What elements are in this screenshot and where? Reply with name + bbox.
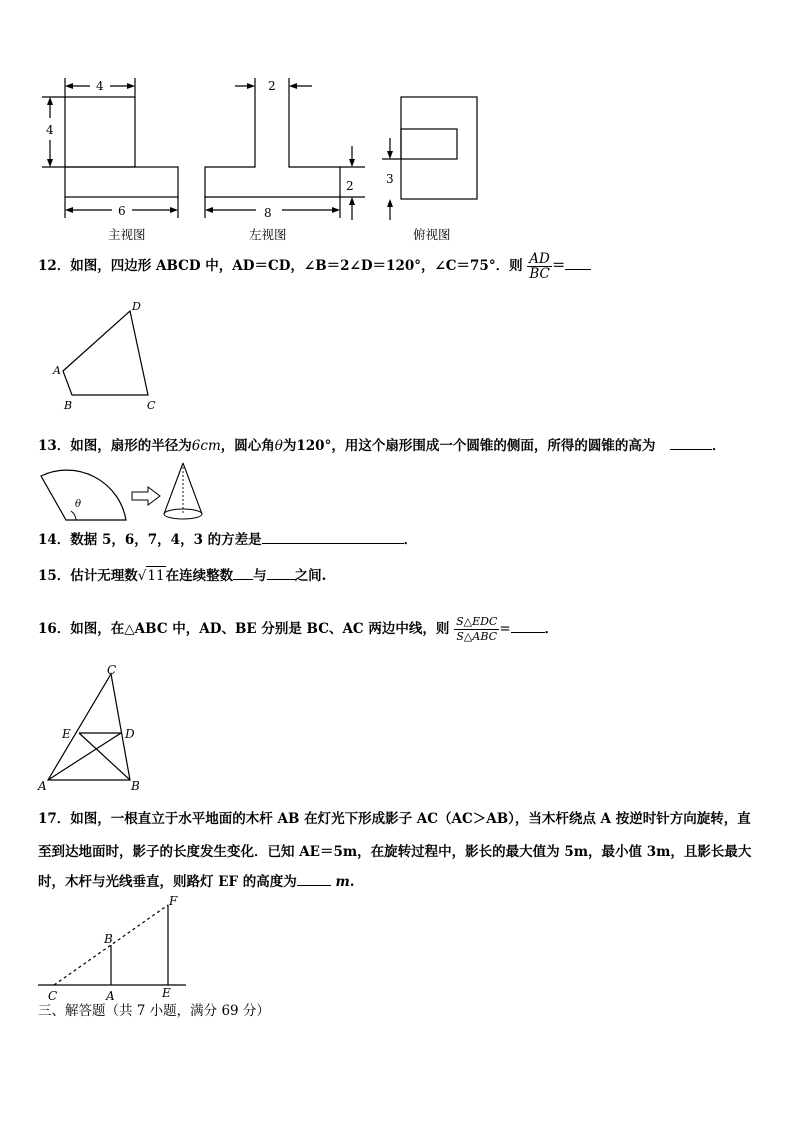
q17-lamp-figure — [36, 893, 196, 1005]
q12-answer-blank[interactable] — [565, 257, 591, 270]
q15-radicand: 11 — [147, 568, 165, 584]
q17-number: 17． — [38, 811, 71, 827]
q16-label-d: D — [125, 727, 135, 741]
q15-number: 15． — [38, 568, 71, 584]
q14-text: 数据 5，6，7，4，3 的方差是 — [70, 532, 262, 548]
question-17-line-1 — [38, 810, 751, 828]
q12-text: 如图，四边形 ABCD 中，AD＝CD，∠B＝2∠D＝120°，∠C＝75°．则 — [70, 258, 523, 274]
q16-frac-den: S△ABC — [456, 630, 498, 643]
side-view-caption: 左视图 — [249, 227, 287, 242]
q16-label-c: C — [107, 663, 117, 677]
q17-unit: m — [335, 874, 350, 890]
q16-tail: = — [499, 621, 511, 637]
front-dim-top: 4 — [96, 79, 104, 93]
q17-label-a: A — [106, 989, 115, 1003]
q16-number: 16． — [38, 621, 71, 637]
q15-blank-2[interactable] — [267, 567, 295, 580]
q17-label-b: B — [104, 932, 113, 946]
q12-label-c: C — [147, 399, 156, 412]
q13-text-c: 为120°，用这个扇形围成一个圆锥的侧面，所得的圆锥的高为 — [282, 438, 656, 454]
q12-fraction — [527, 252, 552, 281]
q16-frac-num: S△EDC — [456, 615, 498, 628]
q12-label-b: B — [64, 399, 73, 412]
front-view-caption: 主视图 — [108, 227, 146, 242]
q17-line3-a: 时，木杆与光线垂直，则路灯 EF 的高度为 — [38, 874, 297, 890]
q13-number: 13． — [38, 438, 71, 454]
side-dim-right: 2 — [346, 179, 354, 193]
q16-label-a: A — [38, 779, 47, 793]
q12-frac-num: AD — [529, 251, 550, 267]
side-dim-bottom: 8 — [264, 206, 272, 220]
q16-text: 如图，在△ABC 中，AD、BE 分别是 BC、AC 两边中线，则 — [70, 621, 450, 637]
q17-end: . — [349, 874, 355, 890]
question-15 — [38, 566, 326, 585]
front-dim-left: 4 — [46, 123, 54, 137]
section-3-title — [38, 1002, 270, 1020]
q13-answer-blank[interactable] — [670, 437, 712, 450]
question-12 — [38, 252, 591, 281]
q17-label-e: E — [162, 986, 171, 1000]
q13-figure-theta: θ — [75, 499, 82, 510]
q13-text-a: 如图，扇形的半径为 — [70, 438, 192, 454]
q13-theta: θ — [274, 438, 283, 454]
q16-fraction — [454, 615, 499, 644]
q15-blank-1[interactable] — [233, 567, 253, 580]
q14-tail: ． — [403, 532, 418, 548]
q12-label-d: D — [132, 300, 141, 313]
q16-label-e: E — [62, 727, 71, 741]
question-16 — [38, 615, 558, 644]
q12-label-a: A — [53, 364, 61, 377]
q15-text-d: 之间. — [294, 568, 327, 584]
question-17-line-3 — [38, 873, 354, 891]
q16-triangle-figure — [36, 662, 151, 794]
top-dim-left: 3 — [386, 172, 394, 186]
q13-text-b: ，圆心角 — [220, 438, 275, 454]
question-14 — [38, 531, 417, 549]
q12-tail: ＝ — [551, 258, 566, 274]
q15-text-a: 估计无理数 — [70, 568, 138, 584]
q13-sector-cone-figure — [36, 458, 216, 528]
q15-text-b: 在连续整数 — [165, 568, 234, 584]
q17-answer-blank[interactable] — [297, 873, 331, 886]
q12-quadrilateral-figure — [45, 298, 175, 416]
three-views-figure — [30, 68, 500, 246]
q13-radius: 6cm — [191, 438, 221, 454]
q16-end: ． — [544, 621, 559, 637]
section-3-title-text: 三、解答题（共 7 小题，满分 69 分） — [38, 1003, 270, 1019]
front-view — [42, 78, 178, 218]
q15-text-c: 与 — [253, 568, 267, 584]
top-view — [382, 97, 477, 220]
q17-label-f: F — [169, 894, 178, 908]
q17-line1: 如图，一根直立于水平地面的木杆 AB 在灯光下形成影子 AC（AC＞AB），当木杆绕点 A 按逆时针方向旋转，直 — [70, 811, 751, 827]
front-dim-bottom: 6 — [118, 204, 126, 218]
q16-label-b: B — [131, 779, 140, 793]
q17-label-c: C — [48, 989, 58, 1003]
q14-number: 14． — [38, 532, 71, 548]
q14-answer-blank[interactable] — [262, 531, 404, 544]
question-17-line-2 — [38, 843, 751, 861]
top-view-caption: 俯视图 — [413, 227, 451, 242]
q12-number: 12． — [38, 258, 71, 274]
side-view — [205, 78, 365, 220]
sqrt-icon: √ — [137, 568, 147, 584]
q16-answer-blank[interactable] — [511, 620, 545, 633]
q17-line2: 至到达地面时，影子的长度发生变化．已知 AE＝5m，在旋转过程中，影长的最大值为 5m，最小值 3m，且影长最大 — [38, 844, 752, 860]
q12-frac-den: BC — [529, 266, 550, 282]
question-13 — [38, 437, 726, 455]
side-dim-top: 2 — [268, 79, 276, 93]
q13-tail: ． — [712, 438, 726, 454]
